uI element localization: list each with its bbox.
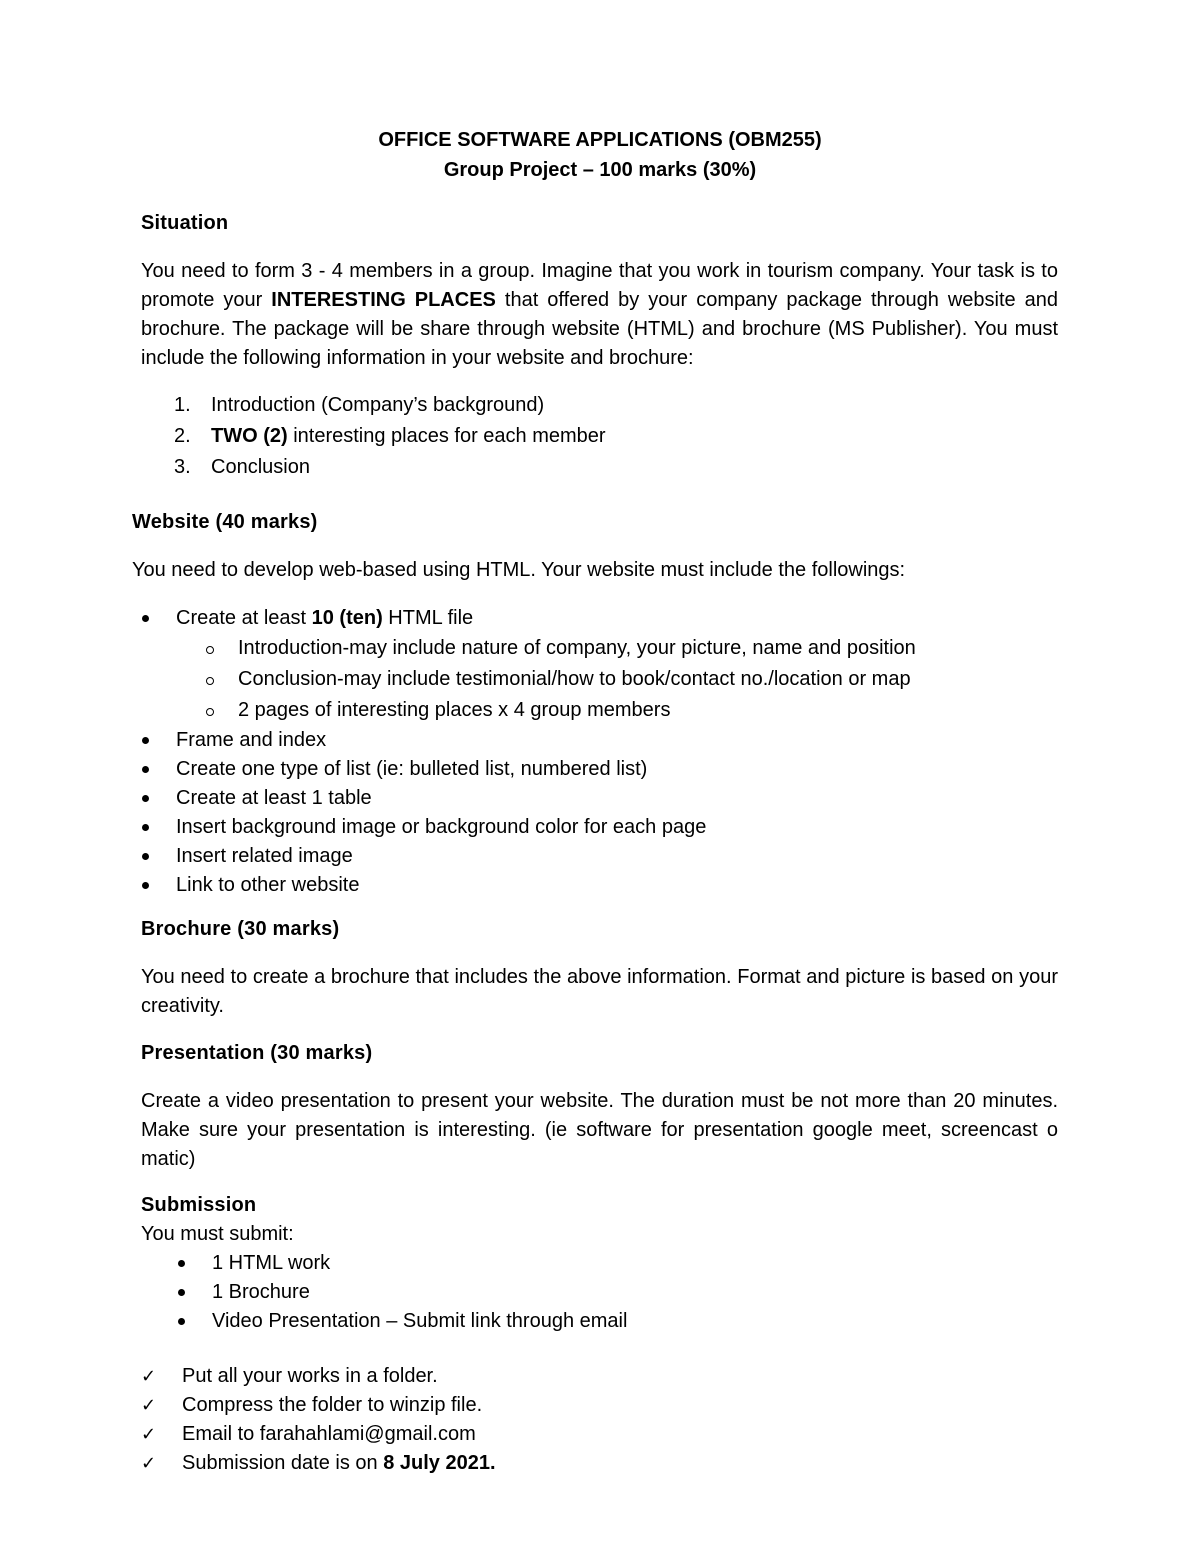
bullet-dot-icon: [178, 1260, 185, 1267]
list-number: 2.: [174, 425, 191, 447]
checkmark-icon: ✓: [141, 1453, 157, 1474]
bullet-dot-icon: [142, 615, 149, 622]
brochure-heading: Brochure (30 marks): [141, 918, 340, 940]
situation-text-before: You need to form 3 - 4 members in a group. Imagine that you work in tourism company. Your task is to promote your: [141, 260, 1058, 311]
list-item: [132, 604, 1032, 726]
list-item-text: Conclusion: [211, 456, 310, 478]
list-item: [132, 726, 1032, 755]
bullet-dot-icon: [142, 766, 149, 773]
checklist-item-text-before: Submission date is on: [182, 1452, 384, 1474]
document-subtitle: Group Project – 100 marks (30%): [443, 159, 757, 181]
website-intro: You need to develop web-based using HTML. Your website must include the followings:: [132, 559, 906, 581]
sub-list-item-text: Conclusion-may include testimonial/how to book/contact no./location or map: [238, 668, 911, 690]
brochure-paragraph: You need to create a brochure that includes the above information. Format and picture is based on your creativity.: [141, 966, 1058, 1017]
hollow-circle-icon: [206, 677, 214, 685]
list-item: [132, 784, 1032, 813]
list-item: [132, 813, 1032, 842]
submission-date: 8 July 2021.: [383, 1452, 496, 1474]
list-number: 1.: [174, 394, 191, 416]
situation-text-bold: INTERESTING PLACES: [271, 289, 496, 311]
list-item-bold: 10 (ten): [311, 607, 383, 629]
bullet-dot-icon: [178, 1318, 185, 1325]
list-item-text: Create one type of list (ie: bulleted list, numbered list): [176, 758, 648, 780]
document-title: OFFICE SOFTWARE APPLICATIONS (OBM255): [378, 129, 822, 151]
bullet-dot-icon: [142, 853, 149, 860]
list-item-text: 1 Brochure: [212, 1281, 310, 1303]
list-item: [132, 755, 1032, 784]
checklist-item-text: Email to farahahlami@gmail.com: [182, 1423, 476, 1445]
sub-list-item: [176, 633, 1032, 664]
hollow-circle-icon: [206, 646, 214, 654]
list-item-text: Insert background image or background color for each page: [176, 816, 707, 838]
checklist-item-text: Compress the folder to winzip file.: [182, 1394, 483, 1416]
sub-list-item-text: 2 pages of interesting places x 4 group members: [238, 699, 671, 721]
list-item-text: Link to other website: [176, 874, 360, 896]
sub-list-item-text: Introduction-may include nature of company, your picture, name and position: [238, 637, 916, 659]
checklist-item: [141, 1449, 1041, 1478]
list-item: [168, 1249, 1048, 1278]
list-item-text-before: Create at least: [176, 607, 312, 629]
list-item: [168, 1278, 1048, 1307]
situation-text-after: that offered by your company package through website and brochure. The package will be share through website (HTML) and brochure (MS Publisher). You must include the following information in your website and brochure:: [141, 289, 1059, 369]
checkmark-icon: ✓: [141, 1366, 157, 1387]
checklist-item: [141, 1362, 1041, 1391]
submission-checklist: [141, 1362, 1041, 1478]
list-item: [141, 421, 1041, 452]
list-item: [132, 842, 1032, 871]
list-number: 3.: [174, 456, 191, 478]
list-item-bold: TWO (2): [211, 425, 288, 447]
bullet-dot-icon: [142, 882, 149, 889]
submission-bullet-list: [168, 1249, 1048, 1336]
list-item: [132, 871, 1032, 900]
bullet-dot-icon: [178, 1289, 185, 1296]
submission-intro: You must submit:: [141, 1223, 294, 1245]
situation-heading: Situation: [141, 212, 229, 234]
presentation-paragraph: Create a video presentation to present your website. The duration must be not more than 20 minutes. Make sure your presentation is interesting. (ie software for presentation google meet, screencast o matic): [141, 1090, 1058, 1170]
website-sub-list: [176, 633, 1032, 726]
list-item: [168, 1307, 1048, 1336]
website-heading: Website (40 marks): [132, 511, 318, 533]
hollow-circle-icon: [206, 708, 214, 716]
checklist-item: [141, 1420, 1041, 1449]
list-item-text: Introduction (Company’s background): [211, 394, 545, 416]
list-item: [141, 452, 1041, 483]
list-item-text: Video Presentation – Submit link through email: [212, 1310, 628, 1332]
list-item: [141, 390, 1041, 421]
list-item-text: Frame and index: [176, 729, 327, 751]
document-title-block: [0, 125, 1200, 185]
situation-paragraph: [141, 257, 1058, 373]
bullet-dot-icon: [142, 824, 149, 831]
sub-list-item: [176, 695, 1032, 726]
sub-list-item: [176, 664, 1032, 695]
bullet-dot-icon: [142, 795, 149, 802]
list-item-text: 1 HTML work: [212, 1252, 331, 1274]
checklist-item-text: Put all your works in a folder.: [182, 1365, 438, 1387]
checklist-item: [141, 1391, 1041, 1420]
website-bullet-list: [132, 604, 1032, 900]
list-item-text: Create at least 1 table: [176, 787, 372, 809]
checkmark-icon: ✓: [141, 1395, 157, 1416]
checkmark-icon: ✓: [141, 1424, 157, 1445]
submission-heading: Submission: [141, 1194, 257, 1216]
situation-numbered-list: [141, 390, 1041, 483]
presentation-heading: Presentation (30 marks): [141, 1042, 373, 1064]
list-item-text: interesting places for each member: [287, 425, 606, 447]
bullet-dot-icon: [142, 737, 149, 744]
list-item-text: Insert related image: [176, 845, 353, 867]
list-item-text-after: HTML file: [382, 607, 474, 629]
